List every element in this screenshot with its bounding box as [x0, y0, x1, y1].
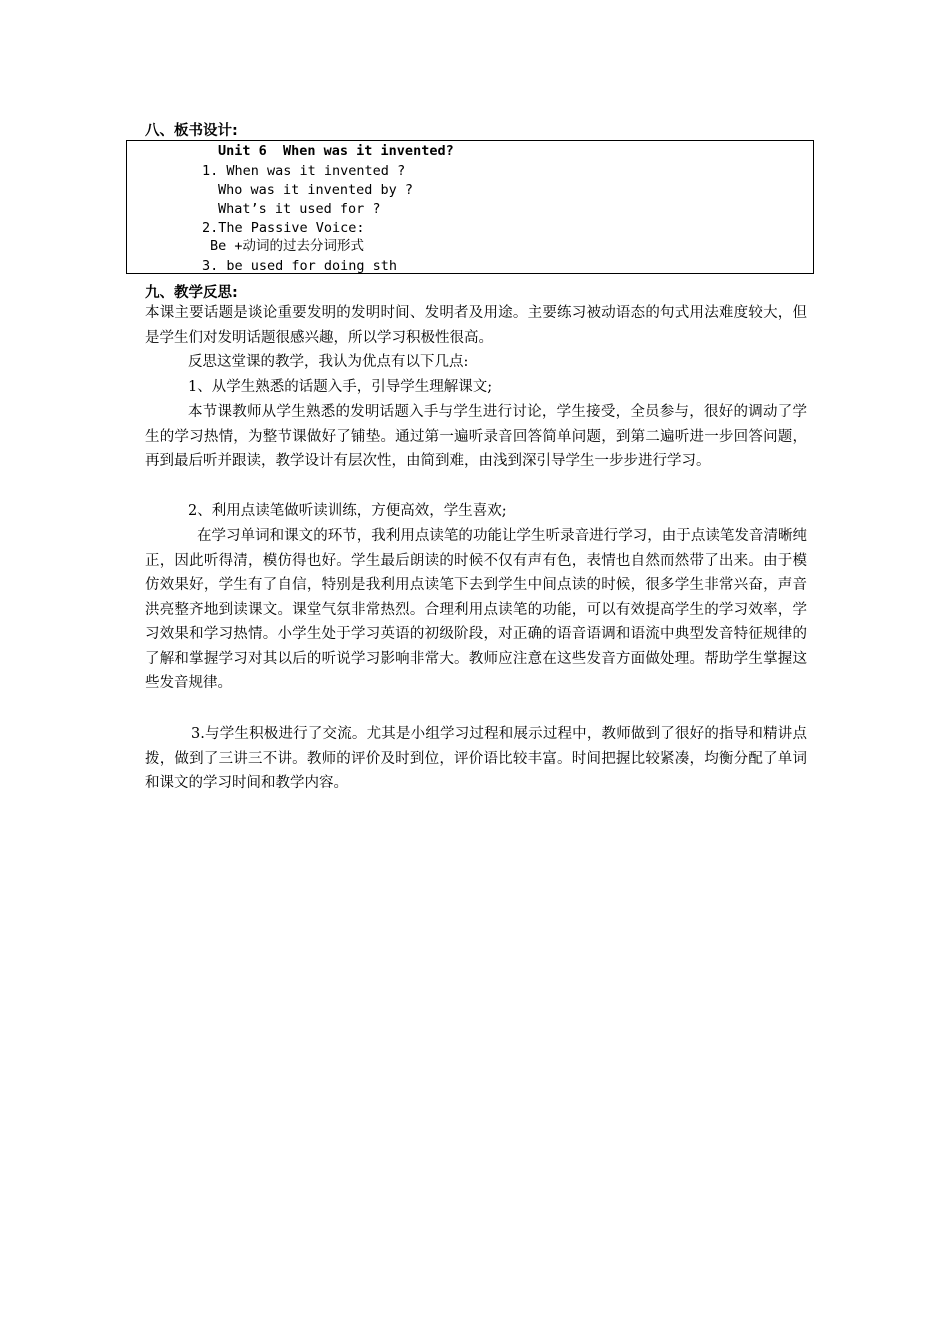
board-line-3: What’s it used for ? — [218, 201, 381, 217]
board-line-4: 2.The Passive Voice: — [202, 220, 365, 236]
board-line-2: Who was it invented by ? — [218, 182, 414, 198]
blackboard-design-box — [126, 140, 814, 274]
board-line-6: 3. be used for doing sth — [202, 258, 398, 274]
reflection-paragraph-4: 在学习单词和课文的环节，我利用点读笔的功能让学生听录音进行学习，由于点读笔发音清晰纯正，因此听得清，模仿得也好。学生最后朗读的时候不仅有声有色，表情也自然而然带了出来。由于模仿效果好，学生有了自信，特别是我利用点读笔下去到学生中间点读的时候，很多学生非常兴奋，声音洪亮整齐地到读课文。课堂气氛非常热烈。合理利用点读笔的功能，可以有效提高学生的学习效率，学习效果和学习热情。小学生处于学习英语的初级阶段，对正确的语音语调和语流中典型发音特征规律的了解和掌握学习对其以后的听说学习影响非常大。教师应注意在这些发音方面做处理。帮助学生掌握这些发音规律。 — [145, 528, 807, 691]
reflection-paragraph-2: 反思这堂课的教学，我认为优点有以下几点: — [188, 354, 469, 370]
reflection-paragraph-3: 本节课教师从学生熟悉的发明话题入手与学生进行讨论，学生接受，全员参与，很好的调动了学生的学习热情，为整节课做好了铺垫。通过第一遍听录音回答简单问题，到第二遍听进一步回答问题，再到最后听并跟读，教学设计有层次性，由简到难，由浅到深引导学生一步步进行学习。 — [145, 404, 807, 469]
section-8-heading: 八、板书设计: — [145, 123, 238, 139]
reflection-paragraph-1: 本课主要话题是谈论重要发明的发明时间、发明者及用途。主要练习被动语态的句式用法难度较大，但是学生们对发明话题很感兴趣，所以学习积极性很高。 — [145, 305, 807, 346]
reflection-point-2: 2、利用点读笔做听读训练，方便高效，学生喜欢; — [188, 503, 507, 519]
section-9-heading: 九、教学反思: — [145, 285, 238, 301]
reflection-point-3: 3.与学生积极进行了交流。尤其是小组学习过程和展示过程中，教师做到了很好的指导和精讲点拨，做到了三讲三不讲。教师的评价及时到位，评价语比较丰富。时间把握比较紧凑，均衡分配了单词和课文的学习时间和教学内容。 — [145, 726, 807, 791]
reflection-point-1: 1、从学生熟悉的话题入手，引导学生理解课文; — [188, 379, 493, 395]
board-line-5: Be +动词的过去分词形式 — [210, 238, 365, 254]
board-line-1: 1. When was it invented ? — [202, 163, 406, 179]
board-title: Unit 6 When was it invented? — [218, 143, 454, 159]
